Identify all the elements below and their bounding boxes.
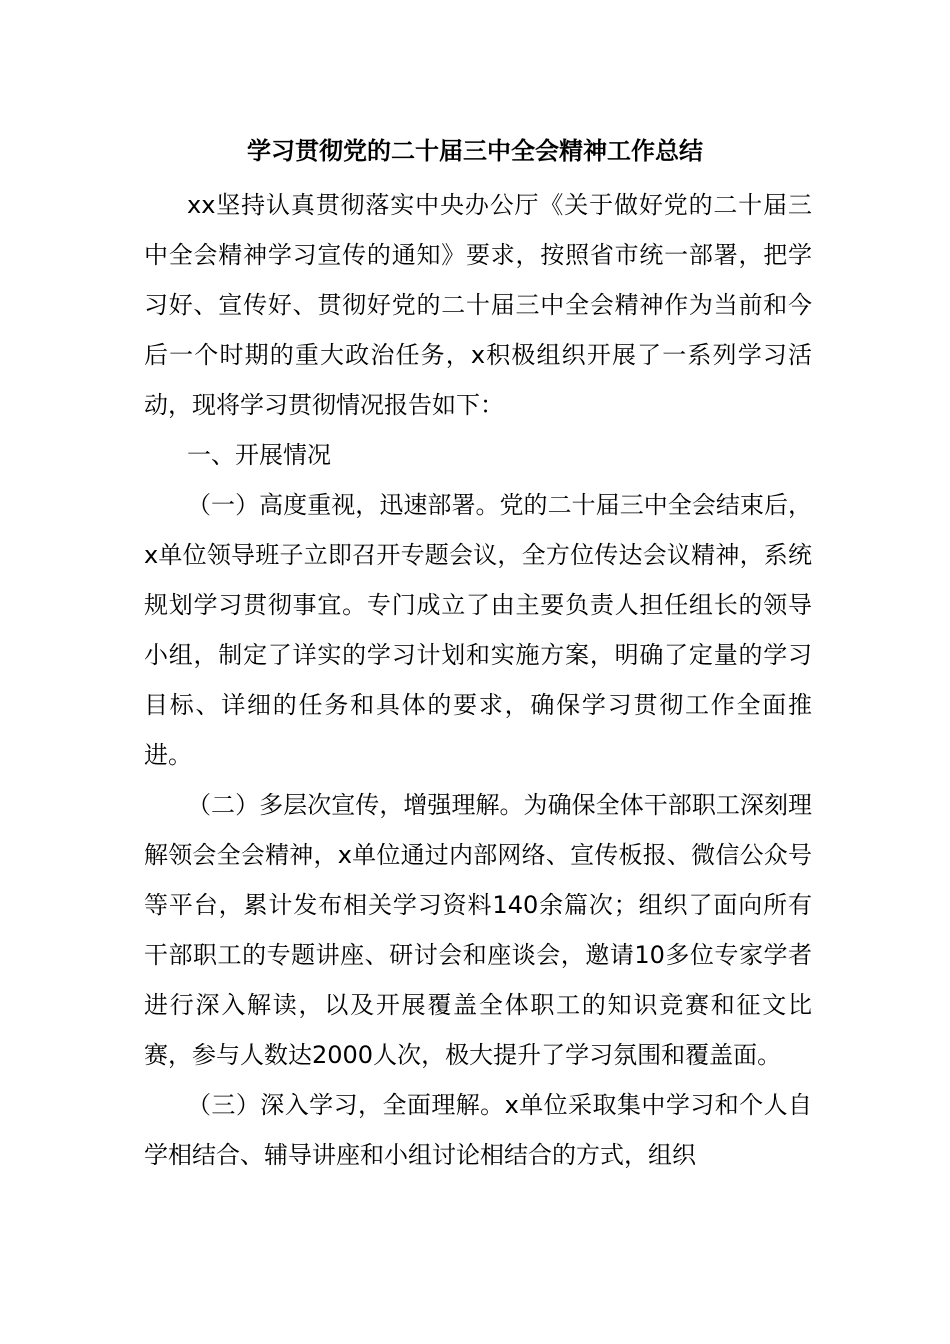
document-body: [144, 180, 812, 1180]
document-title: 学习贯彻党的二十届三中全会精神工作总结: [247, 137, 703, 165]
section-heading: 一、开展情况: [187, 441, 331, 469]
paragraph-item-2: （二）多层次宣传，增强理解。为确保全体干部职工深刻理解领会全会精神，x单位通过内部网络、宣传板报、微信公众号等平台，累计发布相关学习资料140余篇次；组织了面向所有干部职工的专题讲座、研讨会和座谈会，邀请10多位专家学者进行深入解读，以及开展覆盖全体职工的知识竞赛和征文比赛，参与人数达2000人次，极大提升了学习氛围和覆盖面。: [144, 791, 812, 1069]
paragraph-item-1: （一）高度重视，迅速部署。党的二十届三中全会结束后，x单位领导班子立即召开专题会议，全方位传达会议精神，系统规划学习贯彻事宜。专门成立了由主要负责人担任组长的领导小组，制定了详实的学习计划和实施方案，明确了定量的学习目标、详细的任务和具体的要求，确保学习贯彻工作全面推进。: [144, 491, 812, 769]
intro-paragraph: xx坚持认真贯彻落实中央办公厅《关于做好党的二十届三中全会精神学习宣传的通知》要求，按照省市统一部署，把学习好、宣传好、贯彻好党的二十届三中全会精神作为当前和今后一个时期的重大政治任务，x积极组织开展了一系列学习活动，现将学习贯彻情况报告如下：: [144, 191, 812, 419]
paragraph-item-3: （三）深入学习，全面理解。x单位采取集中学习和个人自学相结合、辅导讲座和小组讨论相结合的方式，组织: [144, 1091, 812, 1169]
